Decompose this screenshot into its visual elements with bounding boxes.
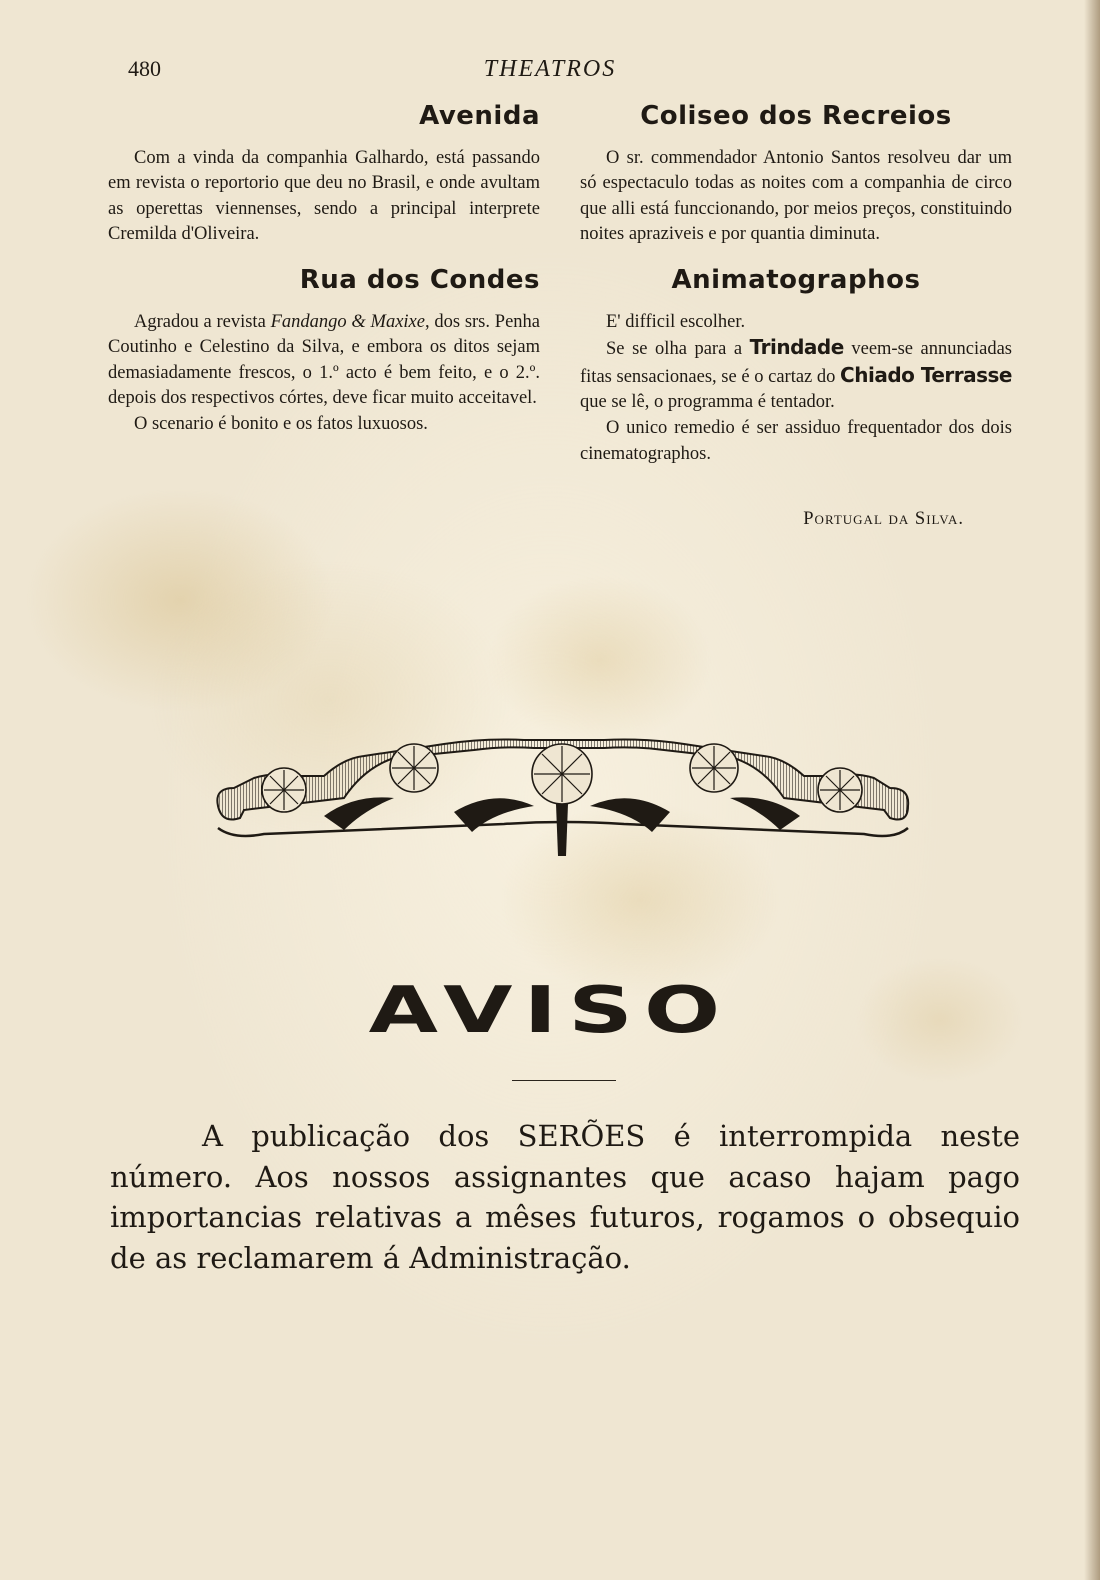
paragraph-rua-dos-condes-2: O scenario é bonito e os fatos luxuosos. <box>134 413 428 434</box>
paragraph-coliseo: O sr. commendador Antonio Santos resolveu dar um só espectaculo todas as noites com a companhia de circo que alli está funccionando, por meios preços, constituindo noites apraziveis e por quantia diminuta. <box>580 147 1012 245</box>
page-edge <box>1084 0 1100 1580</box>
play-title: Fandango & Maxixe <box>270 311 425 332</box>
venue-trindade: Trindade <box>749 335 844 360</box>
left-column <box>108 101 540 458</box>
paragraph-animatographos-1: E' difficil escolher. <box>606 311 746 332</box>
section-coliseo <box>580 101 1012 248</box>
text-run: Se se olha para a <box>606 339 750 360</box>
section-title-coliseo: Coliseo dos Recreios <box>640 101 952 131</box>
notice-title: AVISO <box>368 974 732 1048</box>
notice-body <box>110 1116 1020 1278</box>
section-title-animatographos: Animatographos <box>671 264 921 295</box>
section-rua-dos-condes <box>108 264 540 438</box>
author-signature: Portugal da Silva. <box>803 509 964 530</box>
paragraph-animatographos-2 <box>580 335 1012 416</box>
notice-paragraph: A publicação dos SERÕES é interrompida neste número. Aos nossos assignantes que acaso hajam pago importancias relativas a mêses futuros, rogamos o obsequio de as reclamarem á Administração. <box>110 1119 1020 1275</box>
paragraph-avenida: Com a vinda da companhia Galhardo, está passando em revista o reportorio que deu no Brasil, e onde avultam as operettas viennenses, sendo a principal interprete Cremilda d'Oliveira. <box>108 147 540 245</box>
divider <box>512 1080 616 1081</box>
floral-chrysanthemum-ornament-icon <box>204 728 920 858</box>
paragraph-animatographos-3: O unico remedio é ser assiduo frequentador dos dois cinematographos. <box>580 417 1012 464</box>
venue-chiado-terrasse: Chiado Terrasse <box>840 362 1012 387</box>
text-run: Agradou a revista <box>134 311 271 332</box>
text-run: , dos srs. Penha Coutinho e Celestino da Silva, e embora os ditos sejam demasiadamente frescos, o 1.º acto é bem feito, e o 2.º. depois dos respectivos córtes, deve ficar muito acceitavel. <box>108 311 540 409</box>
section-title-rua-dos-condes: Rua dos Condes <box>299 264 540 295</box>
page-number: 480 <box>128 56 161 81</box>
text-run: que se lê, o programma é tentador. <box>580 392 835 413</box>
page-header <box>0 56 1100 88</box>
text-run: veem-se annunciadas fitas sensacionaes, se é o cartaz do <box>580 339 1012 387</box>
section-animatographos <box>580 264 1012 533</box>
section-title-avenida: Avenida <box>419 101 540 131</box>
section-avenida <box>108 101 540 248</box>
right-column <box>580 101 1012 553</box>
running-title: THEATROS <box>483 56 617 82</box>
paragraph-rua-dos-condes-1 <box>108 310 540 412</box>
